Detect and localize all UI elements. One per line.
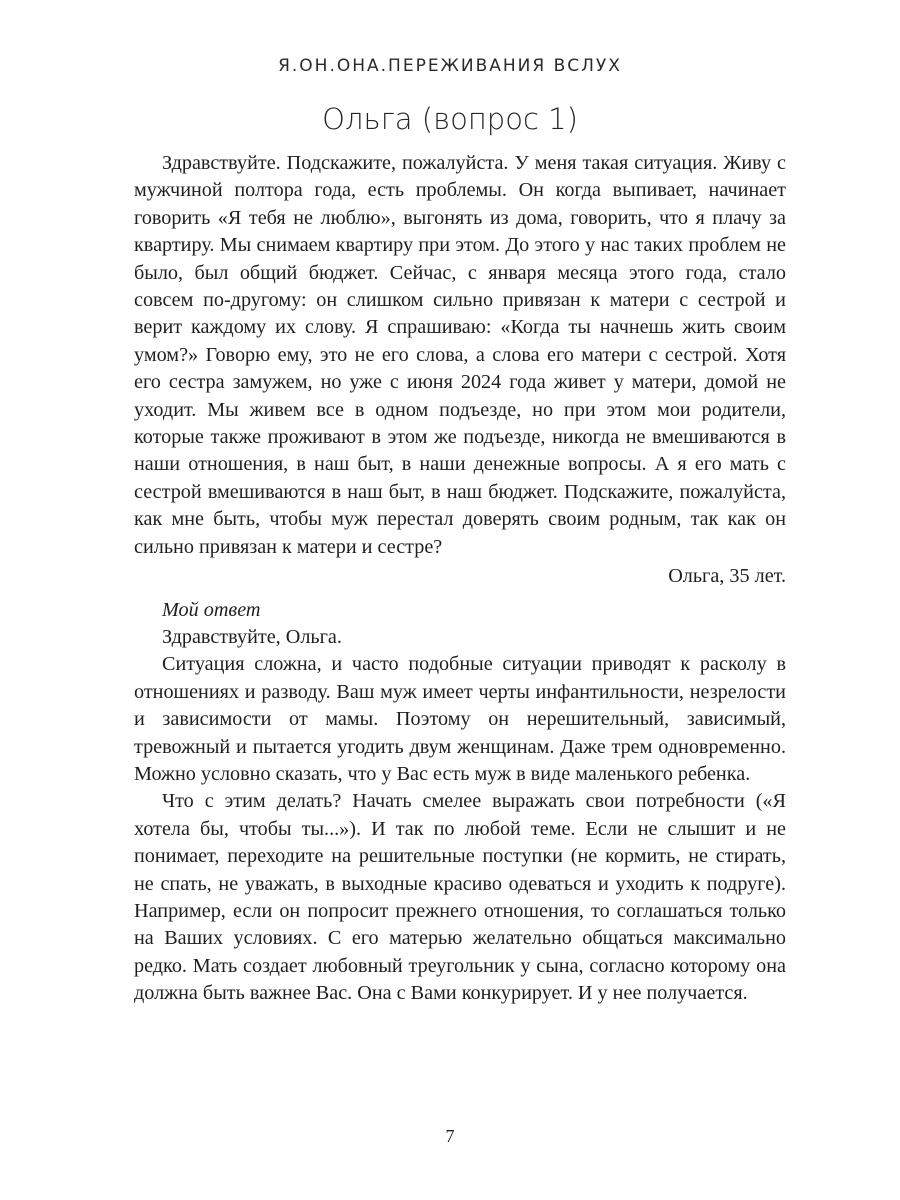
running-head: Я.ОН.ОНА.ПЕРЕЖИВАНИЯ ВСЛУХ xyxy=(278,56,622,76)
question-paragraph: Здравствуйте. Подскажите, пожалуйста. У меня такая ситуация. Живу с мужчиной полтора года, есть проблемы. Он когда выпивает, начинает говорить «Я тебя не люблю», выгонять из дома, говорить, что я плачу за квартиру. Мы снимаем квартиру при этом. До этого у нас таких проблем не было, был общий бюджет. Сейчас, с января месяца этого года, стало совсем по-другому: он слишком сильно привязан к матери с сестрой и верит каждому их слову. Я спрашиваю: «Когда ты начнешь жить своим умом?» Говорю ему, это не его слова, а слова его матери с сестрой. Хотя его сестра замужем, но уже с июня 2024 года живет у матери, домой не уходит. Мы живем все в одном подъезде, но при этом мои родители, которые также проживают в этом же подъезде, никогда не вмешиваются в наши отношения, в наш быт, в наши денежные вопросы. А я его мать с сестрой вмешиваются в наш быт, в наш бюджет. Подскажите, пожалуйста, как мне быть, чтобы муж перестал доверять своим родным, так как он сильно привязан к матери и сестре? xyxy=(134,152,786,558)
answer-greeting: Здравствуйте, Ольга. xyxy=(162,625,342,648)
body-text xyxy=(134,150,786,1008)
chapter-title: Ольга (вопрос 1) xyxy=(322,102,578,136)
page-number: 7 xyxy=(445,1126,455,1146)
question-signature: Ольга, 35 лет. xyxy=(668,565,786,588)
answer-paragraph-1: Ситуация сложна, и часто подобные ситуации приводят к расколу в отношениях и разводу. Ваш муж имеет черты инфантильности, незрелости и зависимости от мамы. Поэтому он нерешительный, зависимый, тревожный и пытается угодить двум женщинам. Даже трем одновременно. Можно условно сказать, что у Вас есть муж в виде маленького ребенка. xyxy=(134,653,786,785)
answer-label: Мой ответ xyxy=(162,598,261,621)
answer-paragraph-2: Что с этим делать? Начать смелее выражать свои потребности («Я хотела бы, чтобы ты...»). И так по любой теме. Если не слышит и не понимает, переходите на решительные поступки (не кормить, не стирать, не спать, не уважать, в выходные красиво одеваться и уходить к подруге). Например, если он попросит прежнего отношения, то соглашаться только на Ваших условиях. С его матерью желательно общаться максимально редко. Мать создает любовный треугольник у сына, согласно которому она должна быть важнее Вас. Она с Вами конкурирует. И у нее получается. xyxy=(134,790,786,1005)
